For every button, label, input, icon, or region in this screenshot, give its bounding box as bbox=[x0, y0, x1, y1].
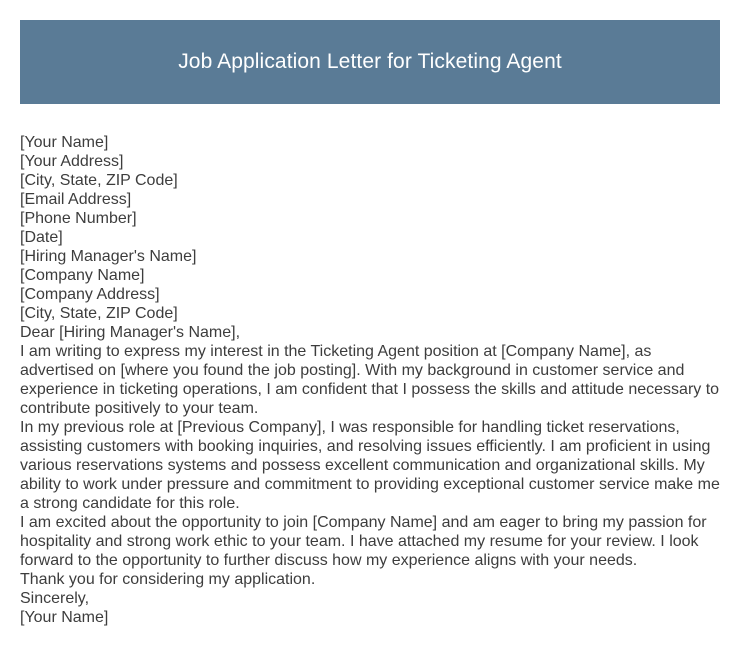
paragraph-experience: In my previous role at [Previous Company], I was responsible for handling ticket reservations, assisting customers with booking inquiries, and resolving issues efficiently. I am proficient in using various reservations systems and possess excellent communication and organizational skills. My ability to work under pressure and commitment to providing exceptional customer service make me a strong candidate for this role. bbox=[20, 419, 720, 512]
sender-phone: [Phone Number] bbox=[20, 210, 137, 227]
header-banner bbox=[20, 20, 720, 104]
paragraph-intro: I am writing to express my interest in the Ticketing Agent position at [Company Name], as advertised on [where you found the job posting]. With my background in customer service and experience in ticketing operations, I am confident that I possess the skills and attitude necessary to contribute positively to your team. bbox=[20, 343, 720, 417]
letter-date: [Date] bbox=[20, 229, 63, 246]
recipient-company-name: [Company Name] bbox=[20, 267, 145, 284]
sender-name: [Your Name] bbox=[20, 134, 109, 151]
paragraph-thanks: Thank you for considering my application. bbox=[20, 571, 316, 588]
sender-email: [Email Address] bbox=[20, 191, 132, 208]
salutation: Dear [Hiring Manager's Name], bbox=[20, 324, 241, 341]
sender-address: [Your Address] bbox=[20, 153, 124, 170]
closing: Sincerely, bbox=[20, 590, 90, 607]
recipient-hiring-manager: [Hiring Manager's Name] bbox=[20, 248, 197, 265]
page-title: Job Application Letter for Ticketing Agent bbox=[178, 50, 562, 73]
letter-body bbox=[20, 133, 720, 627]
recipient-city-state-zip: [City, State, ZIP Code] bbox=[20, 305, 178, 322]
recipient-company-address: [Company Address] bbox=[20, 286, 160, 303]
signature: [Your Name] bbox=[20, 609, 109, 626]
paragraph-motivation: I am excited about the opportunity to join [Company Name] and am eager to bring my passion for hospitality and strong work ethic to your team. I have attached my resume for your review. I look forward to the opportunity to further discuss how my experience aligns with your needs. bbox=[20, 514, 707, 569]
sender-city-state-zip: [City, State, ZIP Code] bbox=[20, 172, 178, 189]
